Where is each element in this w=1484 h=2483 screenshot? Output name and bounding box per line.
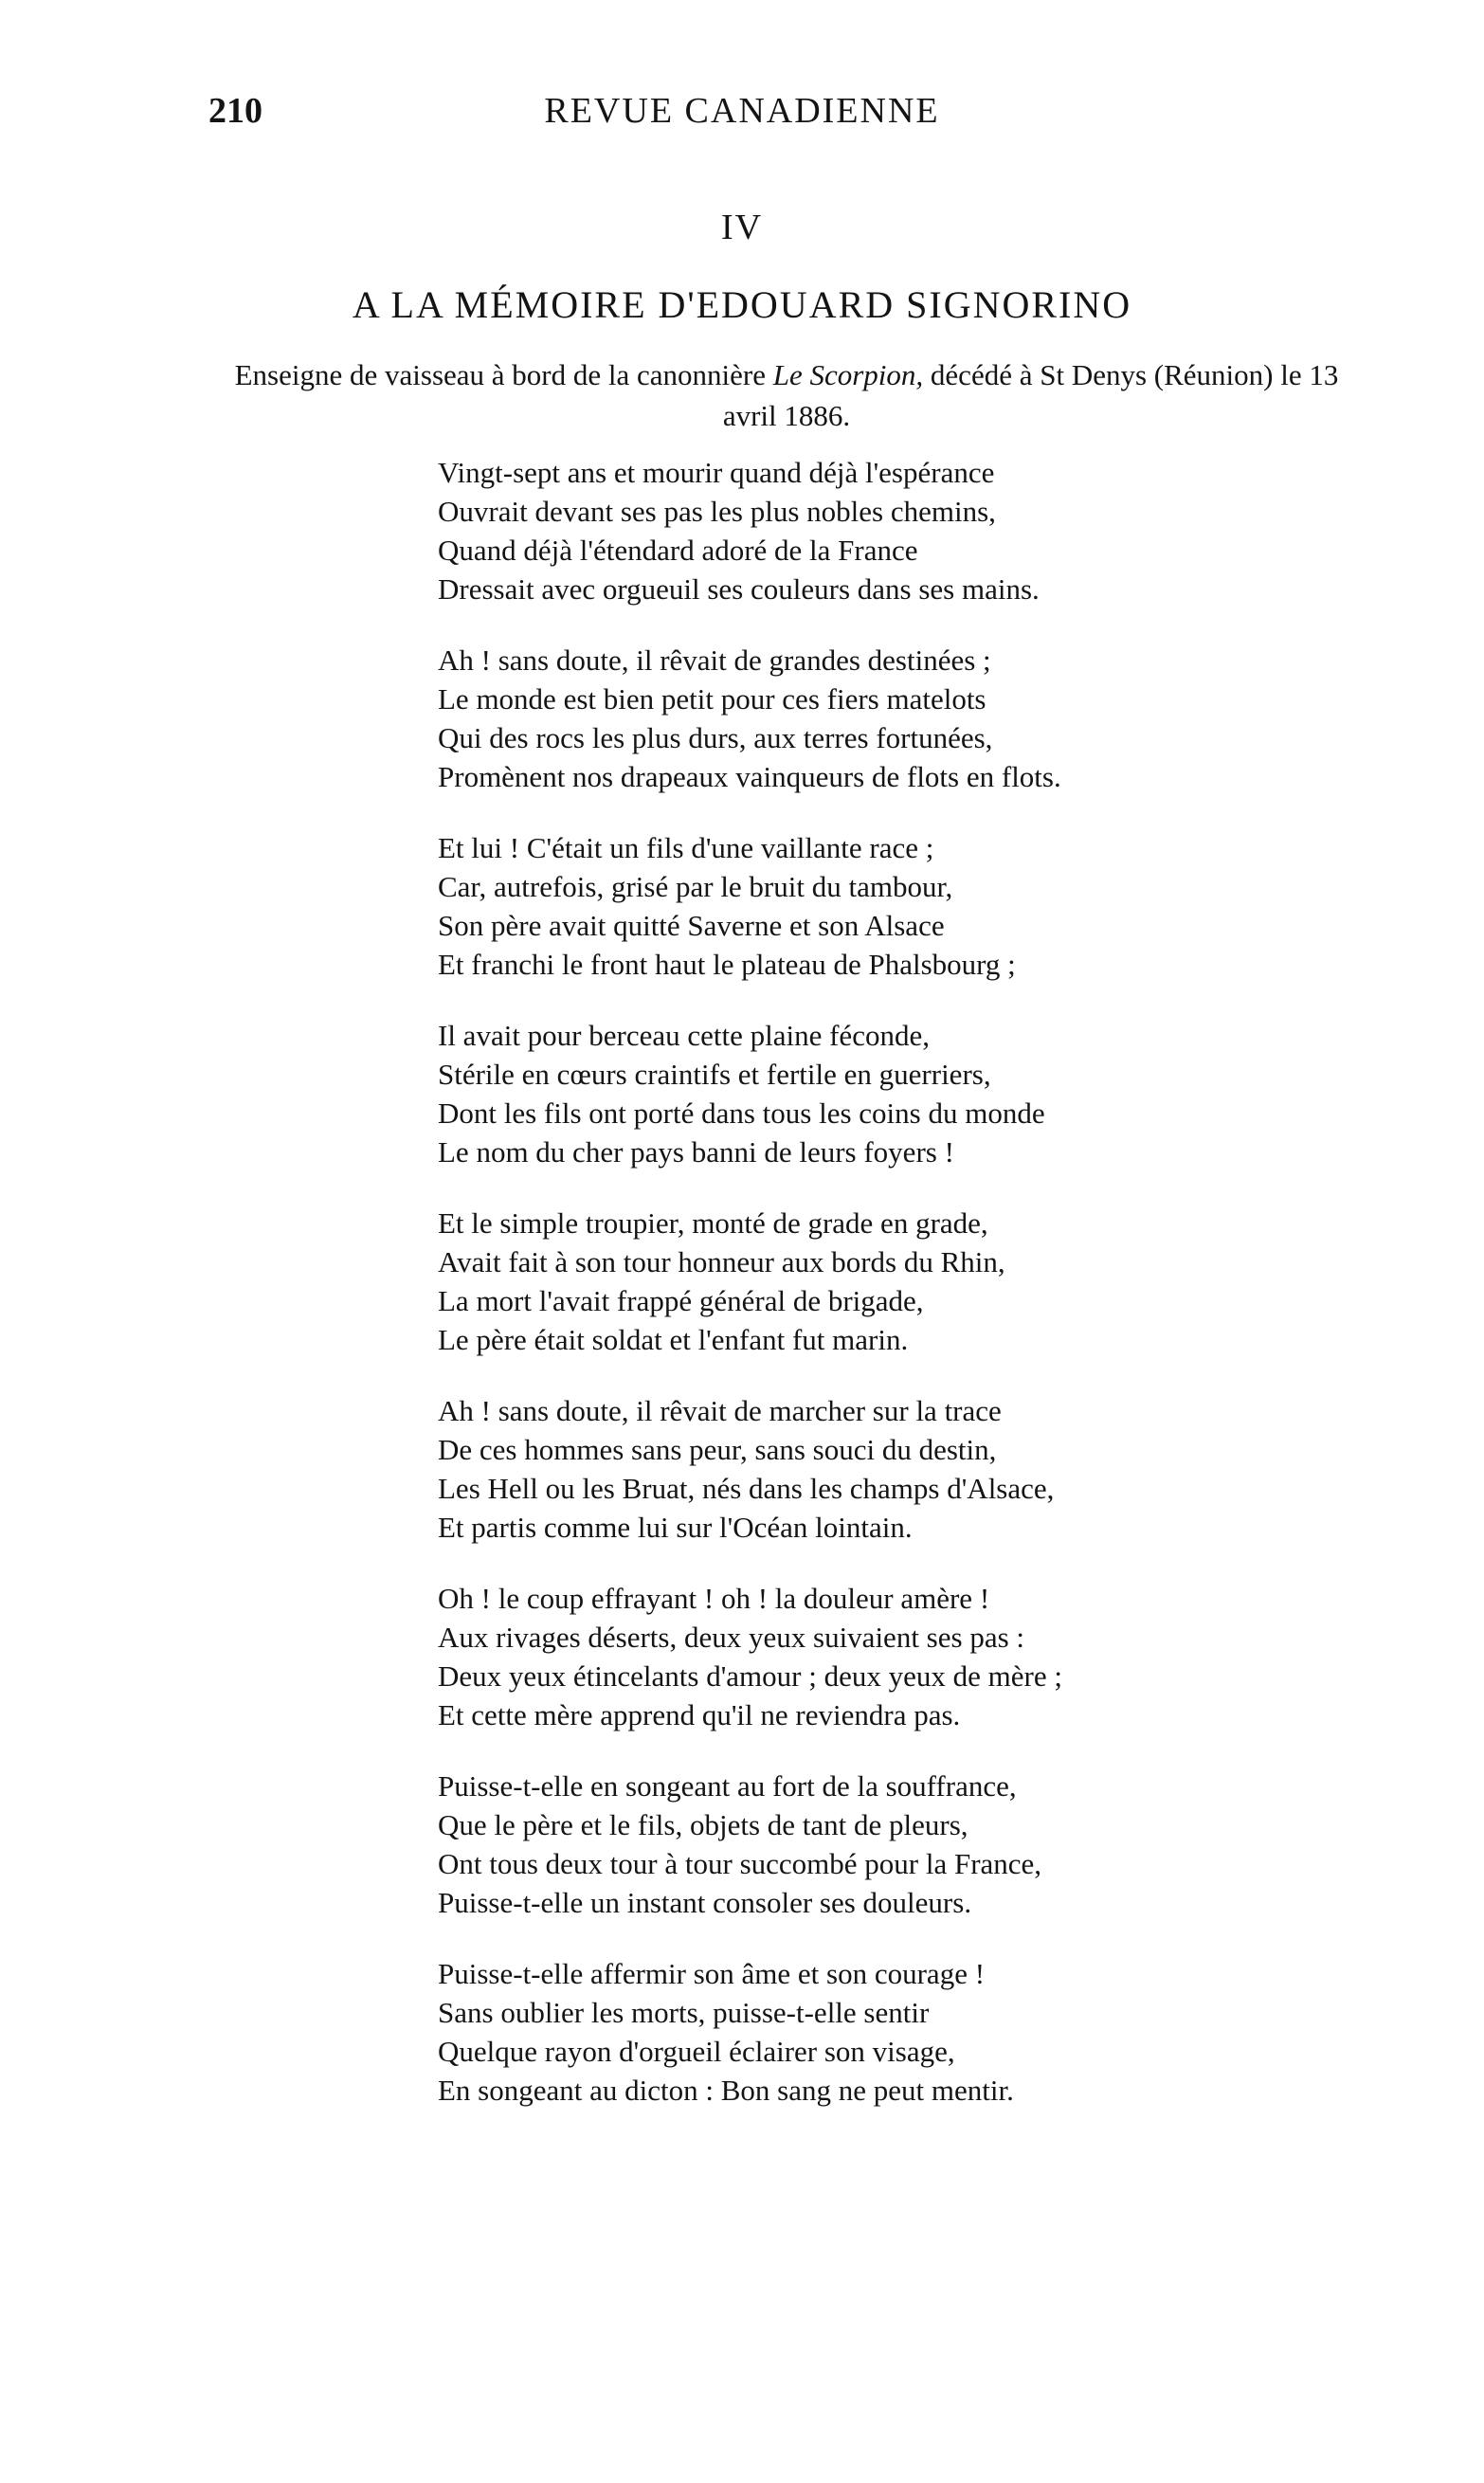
poem-line: De ces hommes sans peur, sans souci du destin, [438, 1433, 997, 1466]
poem-line: Sans oublier les morts, puisse-t-elle sentir [438, 1996, 930, 2029]
poem-line: Promènent nos drapeaux vainqueurs de flots en flots. [438, 760, 1061, 793]
poem-line: Ouvrait devant ses pas les plus nobles chemins, [438, 495, 996, 528]
poem-title: A LA MÉMOIRE D'EDOUARD SIGNORINO [352, 283, 1132, 326]
dedication-text-after: décédé à St Denys (Réunion) le 13 avril 1886. [722, 358, 1339, 432]
stanza-6 [438, 1391, 1291, 1547]
poem-line: Oh ! le coup effrayant ! oh ! la douleur amère ! [438, 1582, 990, 1615]
poem-line: La mort l'avait frappé général de brigade, [438, 1284, 924, 1317]
poem-line: Son père avait quitté Saverne et son Alsace [438, 909, 945, 942]
dedication-text-before: Enseigne de vaisseau à bord de la canonnière [234, 358, 773, 391]
poem [438, 453, 1291, 2142]
poem-line: Puisse-t-elle un instant consoler ses douleurs. [438, 1886, 972, 1919]
poem-line: Le nom du cher pays banni de leurs foyers ! [438, 1135, 954, 1169]
running-title: REVUE CANADIENNE [544, 91, 940, 131]
poem-line: Car, autrefois, grisé par le bruit du tambour, [438, 870, 953, 903]
stanza-3 [438, 828, 1291, 984]
section-number: IV [720, 208, 764, 247]
poem-line: Ah ! sans doute, il rêvait de marcher sur la trace [438, 1394, 1002, 1427]
stanza-7 [438, 1579, 1291, 1734]
poem-line: Et le simple troupier, monté de grade en grade, [438, 1206, 988, 1240]
poem-line: Deux yeux étincelants d'amour ; deux yeux de mère ; [438, 1659, 1062, 1693]
stanza-2 [438, 641, 1291, 796]
poem-line: Quand déjà l'étendard adoré de la France [438, 534, 918, 567]
poem-line: Le monde est bien petit pour ces fiers matelots [438, 682, 986, 716]
poem-line: Avait fait à son tour honneur aux bords du Rhin, [438, 1245, 1005, 1278]
poem-line: Ont tous deux tour à tour succombé pour la France, [438, 1847, 1042, 1880]
poem-line: Le père était soldat et l'enfant fut marin. [438, 1323, 909, 1356]
poem-line: Et cette mère apprend qu'il ne reviendra pas. [438, 1698, 961, 1731]
poem-line: Aux rivages déserts, deux yeux suivaient ses pas : [438, 1621, 1025, 1654]
poem-line: En songeant au dicton : Bon sang ne peut mentir. [438, 2074, 1014, 2107]
dedication [218, 354, 1355, 436]
poem-line: Ah ! sans doute, il rêvait de grandes destinées ; [438, 643, 991, 677]
poem-line: Et partis comme lui sur l'Océan lointain. [438, 1511, 913, 1544]
poem-line: Et franchi le front haut le plateau de Phalsbourg ; [438, 948, 1016, 981]
stanza-8 [438, 1767, 1291, 1922]
stanza-5 [438, 1204, 1291, 1359]
poem-line: Les Hell ou les Bruat, nés dans les champs d'Alsace, [438, 1472, 1055, 1505]
ship-name: Le Scorpion, [772, 358, 924, 391]
poem-line: Puisse-t-elle affermir son âme et son courage ! [438, 1957, 986, 1990]
poem-line: Dont les fils ont porté dans tous les coins du monde [438, 1097, 1045, 1130]
poem-line: Il avait pour berceau cette plaine féconde, [438, 1019, 930, 1052]
page-number: 210 [208, 91, 262, 131]
poem-line: Vingt-sept ans et mourir quand déjà l'espérance [438, 456, 995, 489]
poem-line: Et lui ! C'était un fils d'une vaillante race ; [438, 831, 934, 864]
poem-line: Quelque rayon d'orgueil éclairer son visage, [438, 2035, 955, 2068]
poem-line: Stérile en cœurs craintifs et fertile en guerriers, [438, 1058, 991, 1091]
poem-line: Qui des rocs les plus durs, aux terres fortunées, [438, 721, 993, 754]
poem-line: Que le père et le fils, objets de tant de pleurs, [438, 1808, 968, 1841]
poem-line: Dressait avec orgueuil ses couleurs dans ses mains. [438, 572, 1040, 606]
stanza-1 [438, 453, 1291, 608]
stanza-4 [438, 1016, 1291, 1171]
stanza-9 [438, 1954, 1291, 2110]
poem-line: Puisse-t-elle en songeant au fort de la souffrance, [438, 1769, 1017, 1803]
